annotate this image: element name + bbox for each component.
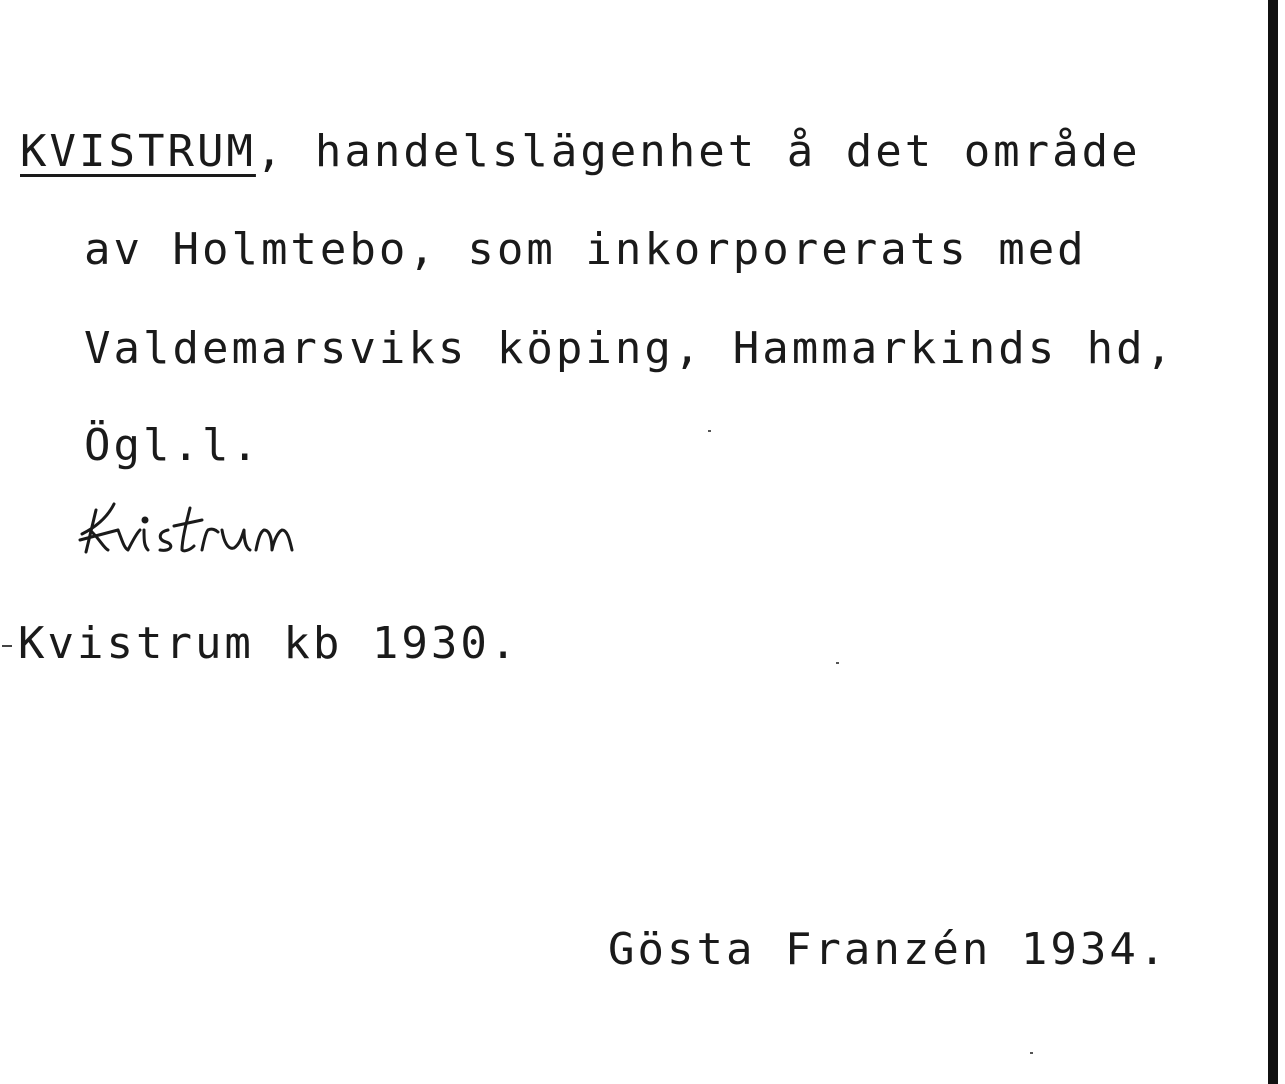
margin-tick-mark: [2, 645, 12, 647]
speck-mark: [1030, 1052, 1033, 1054]
handwritten-note: [78, 490, 408, 570]
speck-mark: [708, 430, 711, 432]
card-edge-border: [1268, 0, 1278, 1084]
entry-line-1: [20, 126, 1141, 177]
entry-line-3: Valdemarsviks köping, Hammarkinds hd,: [84, 323, 1176, 374]
entry-line-1-text: , handelslägenhet å det område: [255, 126, 1141, 177]
speck-mark: [836, 662, 839, 664]
signature-line: Gösta Franzén 1934.: [608, 924, 1169, 975]
entry-line-5: Kvistrum kb 1930.: [18, 618, 520, 669]
entry-line-2: av Holmtebo, som inkorporerats med: [84, 224, 1087, 275]
entry-line-4: Ögl.l.: [84, 420, 261, 471]
headword: KVISTRUM: [20, 126, 256, 177]
